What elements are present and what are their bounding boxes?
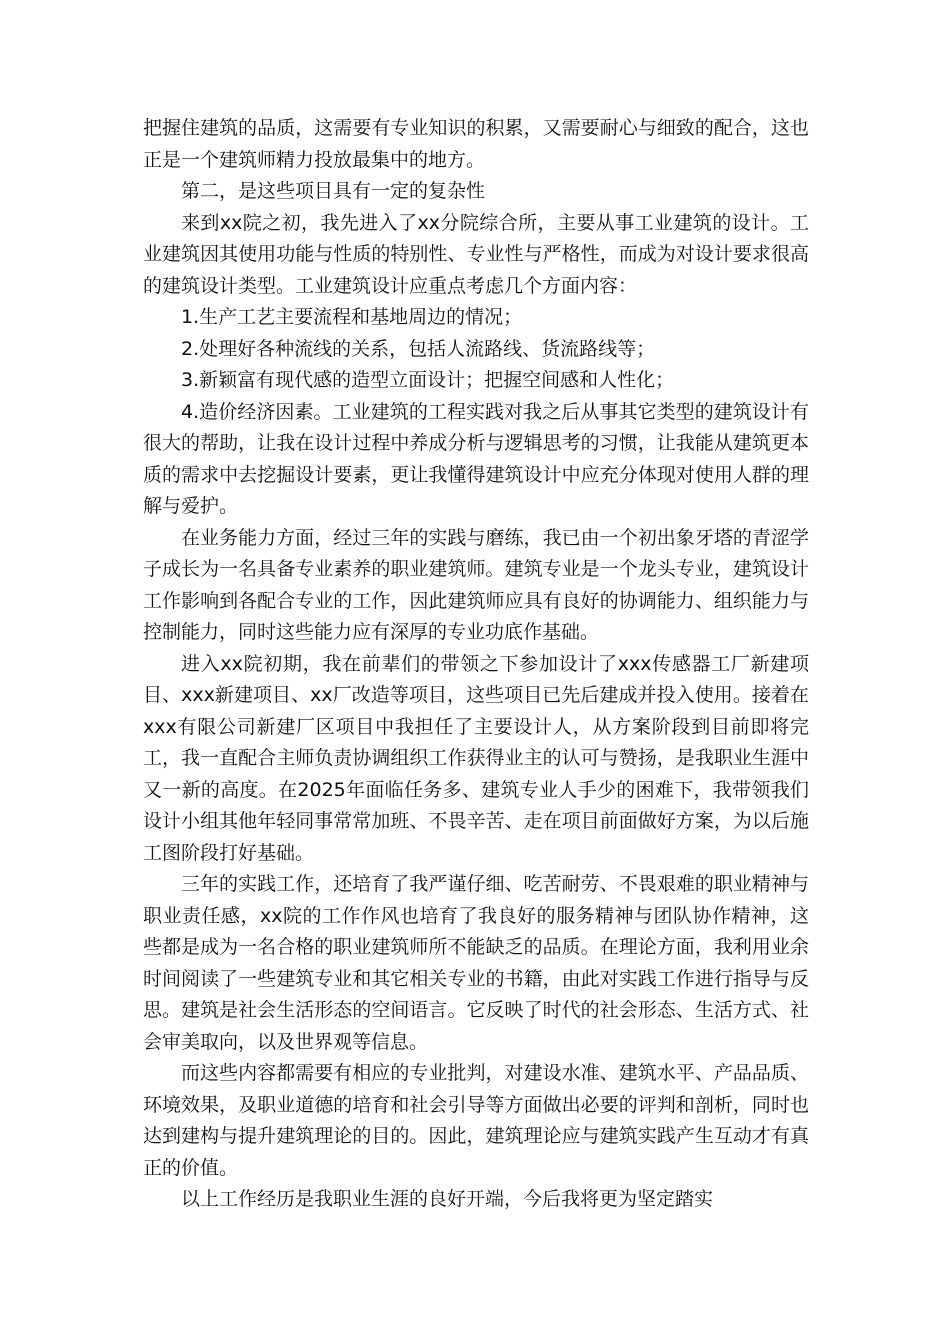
paragraph: 来到xx院之初，我先进入了xx分院综合所，主要从事工业建筑的设计。工业建筑因其使用功能与性质的特别性、专业性与严格性，而成为对设计要求很高的建筑设计类型。工业建筑设计应重点考虑几个方面内容： <box>143 211 809 297</box>
paragraph: 而这些内容都需要有相应的专业批判，对建设水准、建筑水平、产品品质、环境效果，及职业道德的培育和社会引导等方面做出必要的评判和剖析，同时也达到建构与提升建筑理论的目的。因此，建筑理论应与建筑实践产生互动才有真正的价值。 <box>143 1062 809 1179</box>
paragraph: 在业务能力方面，经过三年的实践与磨练，我已由一个初出象牙塔的青涩学子成长为一名具备专业素养的职业建筑师。建筑专业是一个龙头专业，建筑设计工作影响到各配合专业的工作，因此建筑师应具有良好的协调能力、组织能力与控制能力，同时这些能力应有深厚的专业功底作基础。 <box>143 526 809 643</box>
list-item: 4.造价经济因素。工业建筑的工程实践对我之后从事其它类型的建筑设计有很大的帮助，让我在设计过程中养成分析与逻辑思考的习惯，让我能从建筑更本质的需求中去挖掘设计要素，更让我懂得建筑设计中应充分体现对使用人群的理解与爱护。 <box>143 400 809 517</box>
paragraph: 第二，是这些项目具有一定的复杂性 <box>181 180 486 202</box>
paragraph: 把握住建筑的品质，这需要有专业知识的积累，又需要耐心与细致的配合，这也正是一个建筑师精力投放最集中的地方。 <box>143 117 809 171</box>
paragraph: 以上工作经历是我职业生涯的良好开端，今后我将更为坚定踏实 <box>181 1188 714 1210</box>
paragraph: 进入xx院初期，我在前辈们的带领之下参加设计了xxx传感器工厂新建项目、xxx新建项目、xx厂改造等项目，这些项目已先后建成并投入使用。接着在xxx有限公司新建厂区项目中我担任了主要设计人，从方案阶段到目前即将完工，我一直配合主师负责协调组织工作获得业主的认可与赞扬，是我职业生涯中又一新的高度。在2025年面临任务多、建筑专业人手少的困难下，我带领我们设计小组其他年轻同事常常加班、不畏辛苦、走在项目前面做好方案，为以后施工图阶段打好基础。 <box>143 652 809 864</box>
list-item: 3.新颖富有现代感的造型立面设计；把握空间感和人性化； <box>181 369 675 391</box>
document-page <box>143 113 809 1216</box>
list-item: 1.生产工艺主要流程和基地周边的情况； <box>181 306 523 328</box>
list-item: 2.处理好各种流线的关系，包括人流路线、货流路线等； <box>181 337 656 360</box>
paragraph: 三年的实践工作，还培育了我严谨仔细、吃苦耐劳、不畏艰难的职业精神与职业责任感，xx院的工作作风也培育了我良好的服务精神与团队协作精神，这些都是成为一名合格的职业建筑师所不能缺乏的品质。在理论方面，我利用业余时间阅读了一些建筑专业和其它相关专业的书籍，由此对实践工作进行指导与反思。建筑是社会生活形态的空间语言。它反映了时代的社会形态、生活方式、社会审美取向，以及世界观等信息。 <box>143 873 809 1053</box>
